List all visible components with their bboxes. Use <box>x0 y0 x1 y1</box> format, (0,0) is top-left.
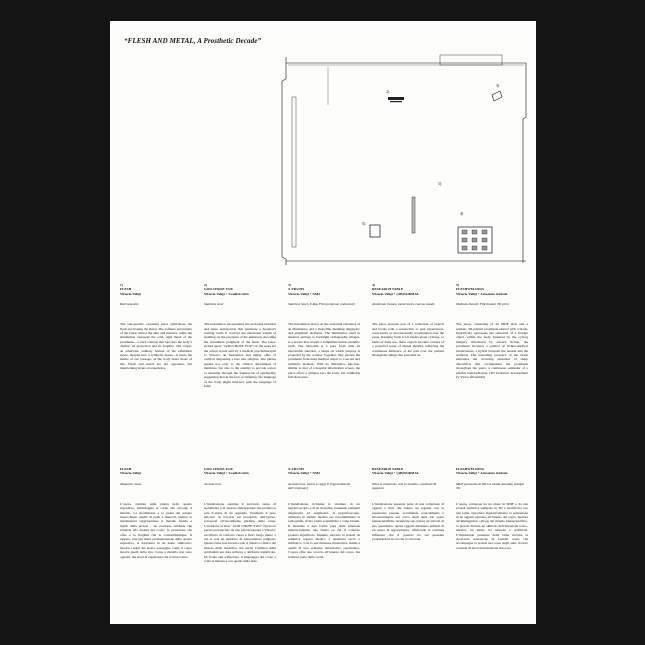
plan-item-god-chose-you <box>388 97 404 102</box>
caption-material: Stainless Steel, X-Ray Film (original, enhanced) <box>288 302 355 307</box>
caption-it-fleshwelding <box>456 467 528 564</box>
caption-author: Vittorio Valigi + NM3 <box>288 471 320 476</box>
caption-it-x-truth <box>288 467 360 564</box>
caption-title: RESEARCH TABLE <box>372 467 404 471</box>
caption-text: L’opera, composta da un altare in MDF e da una protesi realistica stampata in 3D e modificata con una lama, riproduce figurativamente la sensazione di un oggetto estraneo all’interno del corpo. Ispirata all’immaginario cyborg del mondo fantascientifico, la protesi diventa un simbolo dell’invasività tecno-medica, un ibrido tra naturale e artificiale. L’inquietante presenza della lama incarna la ricorrente sensazione di fastidio acuto che accompagna la protesi nel corso degli anni, ricordo costante di una trasformazione dolorosa. <box>456 501 528 550</box>
plan-wall-right <box>523 63 526 263</box>
caption-title: X-TRUTH <box>288 467 304 471</box>
caption-title: FLESHWELDING <box>456 467 485 471</box>
plan-item-fleshwelding <box>370 225 380 237</box>
caption-it-research-table <box>372 467 444 564</box>
caption-material: MDF (pannello di fibra a media densità), stampa 3D <box>456 481 524 491</box>
plan-window <box>440 55 502 65</box>
caption-material: Red moquette <box>120 302 139 307</box>
caption-text: L’installazione richiama le strutture di un negativoscopio e di un monolite, fondendo elementi diagnostici ed enigmatici. Il negativoscopio, utilizzato in ambito medico per retroilluminare le radiografie, rivela verità scientifiche a volte brutali. Il monolite è una forma pura dalla funzione imperscrutabile, una forma su cui il contesto proietta significato. Insieme, elevano la protesi da semplice reperto medico a elemento sacro e simbolico. Con la sua funzione illustrativa, simile a quella di uno schermo informativo ospedaliero, l’opera offre uno scorcio all’interno del corpo, ma trattiene parte della verità. <box>288 501 360 559</box>
page-title: “FLESH AND METAL, A Prosthetic Decade” <box>124 37 262 45</box>
caption-en-flesh <box>120 283 192 388</box>
plan-marker-4: 4) <box>460 211 464 216</box>
caption-number: 4) <box>372 283 375 287</box>
caption-material: Moquette rossa <box>120 481 142 486</box>
caption-material: Medium-Density Fibreboard, 3D print <box>456 302 509 307</box>
caption-author: Vittorio Valigi + (AB)NORMAL <box>372 291 420 296</box>
caption-en-research-table <box>372 283 444 388</box>
caption-title: GOD CHOSE YOU <box>204 287 234 292</box>
caption-it-flesh <box>120 467 192 564</box>
caption-material: Aluminum frames, metal mesh, canvas stands <box>372 302 435 307</box>
caption-title: FLESHWELDING <box>456 287 485 292</box>
caption-author: Vittorio Valigi + Armature Globale <box>456 291 508 296</box>
floor-plan <box>280 57 526 265</box>
plan-marker-2: 2) <box>386 89 390 94</box>
captions-italian <box>120 467 528 564</box>
poster-sheet <box>110 21 536 624</box>
caption-text: L’installazione presenta parte di una collezione di oggetti e libri che hanno un legame con le esperienze passate, accumulate consciamente o inconsciamente nel corso degli anni. Da opere fantascientifiche incentrate sui cyborg ad articoli di uso quotidiano, questi oggetti diventano simboli di un senso di appartenenza, riflettendo la continua influenza che il passato ha sul presente proiettandosi in ciò che ci circonda. <box>372 501 444 542</box>
caption-material: Stainless steel <box>204 302 224 307</box>
plan-item-x-truth <box>492 91 502 101</box>
caption-author: Vittorio Valigi <box>120 471 141 476</box>
caption-author: Vittorio Valigi + Armature Globale <box>456 471 508 476</box>
plan-marker-1: 1) <box>438 181 442 186</box>
caption-text: The piece, consisting of an MDF altar and a realistic 3D-printed prosthesis altered with a blade, figuratively represents the sensation of a foreign object within the body. Inspired by the cyborg imagery introduced by science fiction, the prosthesis becomes a symbol of techno-medical invasiveness, a hybrid between the natural and the artificial. The unsettling presence of the blade embodies the recurring sensation of sharp discomfort that accompanies the prosthesis throughout the years, a continuous reminder of a painful transformation. (3D Technical development by Victor Öfverdahl) <box>456 322 528 380</box>
caption-author: Vittorio Valigi + (AB)NORMAL <box>372 471 420 476</box>
plan-column-left <box>292 97 296 247</box>
caption-title: GOD CHOSE YOU <box>204 467 234 471</box>
caption-en-god-chose-you <box>204 283 276 388</box>
caption-material: Acciaio inox <box>204 481 222 486</box>
captions-english <box>120 283 528 388</box>
caption-title: FLESH <box>120 287 132 292</box>
caption-en-fleshwelding <box>456 283 528 388</box>
caption-title: FLESH <box>120 467 132 471</box>
caption-material: Telai in alluminio, rete in metallo, cavalletti di supporto <box>372 481 437 491</box>
caption-author: Vittorio Valigi + NM3 <box>288 291 320 296</box>
caption-author: Vittorio Valigi + Swedish Girls <box>204 291 249 296</box>
caption-author: Vittorio Valigi + Swedish Girls <box>204 471 249 476</box>
caption-text: L’installazione esprime il profondo senso di isolamento e di ansiosa anticipazione che permea la sala d’attesa di un ospedale. Trasmette il peso emotivo di trovarsi sul precipizio dell’ignoto, sottoposti all’incombente giudizio della carne. L’incisione al laser “GOD CHOSE YOU” riporta le parole pronunciate da uno psicoterapeuta a Vittorio: un’offerta di conforto vuota e fuori luogo dietro a cui si cela un tentativo di adescamento religioso. Questa frase non incarna solo il distacco clinico del mondo della medicina, ma anche l’utilizzo della spiritualità per dare sollievo o attribuire significato. Di fronte alla sofferenza, il linguaggio del corpo a volte si interseca con quello della fede. <box>204 501 276 564</box>
caption-number: 3) <box>288 283 291 287</box>
caption-text: The installation encapsulates the profound isolation and tense anticipation that permeate a hospital’s waiting room. It conveys the emotional weight of standing on the precipice of the unknown, decoding the incumbent judgment of the flesh. The laser-etched quote “GOD CHOSE YOU” on the seats are the actual words said by a medical psychotherapist to Vittorio, an insensitive and empty offer of comfort disguising a lure into religion. The phrase speaks not only to the clinical detachment of medicine, but also to the attempt to provide solace or meaning through the framework of spirituality, suggesting that in the face of suffering, the language of the body might intersect with the language of faith. <box>204 322 277 388</box>
caption-title: RESEARCH TABLE <box>372 287 404 292</box>
caption-number: 1) <box>120 283 123 287</box>
caption-material: Acciaio inox, lastra a raggi X (ingrandimenti dell’originale) <box>288 481 351 491</box>
caption-number: 2) <box>204 283 207 287</box>
caption-text: L’opera, studiata sulla pianta dello spazio espositivo, simboleggia la carne che avvolge il metallo. La morbidezza e la grana del tessuto rispecchiano quelle di pelle e muscoli, mentre le installazioni rappresentano il metallo freddo e rigido della protesi – un contrasto stridente che rimanda alla dualità del corpo: la protezione che offre e la fragilità che le contraddistingue. Il tappeto, non più mera pavimentazione dello spazio espositivo, si trasforma in un nesso simbolico: mostra i segni del nostro passaggio, come il corpo mostra quelli della vita. Carne e metallo non sono opposti, ma strati di esperienza che si intrecciano. <box>120 501 192 559</box>
plan-wall-left <box>282 57 286 265</box>
caption-it-god-chose-you <box>204 467 276 564</box>
caption-en-x-truth <box>288 283 360 388</box>
plan-marker-3: 3) <box>496 83 500 88</box>
plan-marker-5: 5) <box>362 221 366 226</box>
plan-item-research-table <box>458 227 492 253</box>
caption-text: The site-specific carpeting piece symbolizes the flesh enveloping the metal. The softness and texture of the fabric mirror the skin and muscles, while the installation represent the cold, rigid metal of the prosthesis—a stark contrast that taps into the body’s duality: its protection and its fragility. The carpet, an otherwise ordinary feature of the exhibition space, morphs into a symbolic nexus—it bears the marks of our passage, as the body bears those of life. Flesh and metal are not opposites, but intertwining layers of experience. <box>120 322 192 371</box>
caption-text: The installation draws on the structural reference of an illuminator and a monolith, blending diagnostic and enigmatic elements. The illuminator, used in medical settings to backlight radiographic images, is a device that reveals a sometimes brutal scientific truth. The monolith is a pure form with an inscrutable function, a shape on which purpose is projected by the context. Together, they elevate the prosthesis from mere medical object to a sacred and symbolic element. With its illustrative function, similar to that of a hospital information screen, the piece offers a glimpse into the body, but withholds full disclosure. <box>288 322 360 380</box>
plan-item-flesh <box>412 197 415 233</box>
caption-title: X-TRUTH <box>288 287 304 292</box>
caption-text: The piece presents part of a collection of objects and books with a connection to past experiences, consciously or unconsciously accumulated over the years. Ranging from sci-fi media about cyborgs, to items of daily use, these objects become carriers of a projected sense of shared identity, reflecting the continuous influence of the past over the present through the things that surround us. <box>372 322 444 358</box>
caption-author: Vittorio Valigi <box>120 291 141 296</box>
caption-number: 5) <box>456 283 459 287</box>
